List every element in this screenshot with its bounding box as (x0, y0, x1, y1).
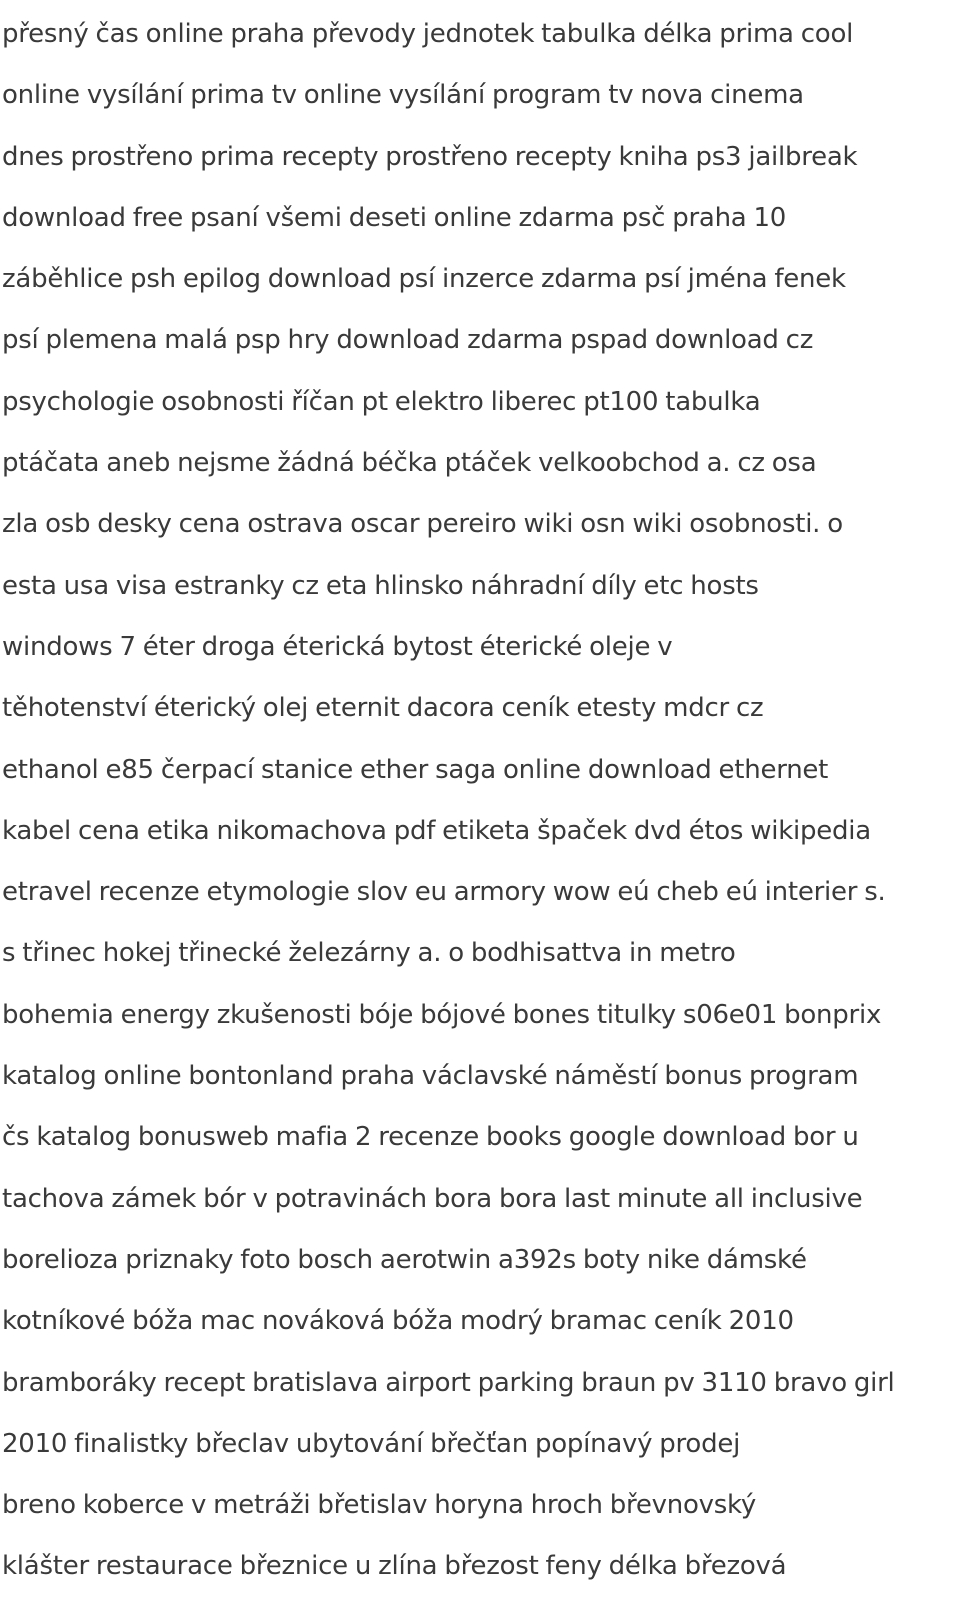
text-line: download free psaní všemi deseti online zdarma psč praha 10 (2, 202, 787, 233)
text-line: čs katalog bonusweb mafia 2 recenze books google download bor u (2, 1122, 859, 1153)
text-line: tachova zámek bór v potravinách bora bora last minute all inclusive (2, 1183, 863, 1214)
text-line: psí plemena malá psp hry download zdarma pspad download cz (2, 325, 814, 356)
text-line: bramboráky recept bratislava airport parking braun pv 3110 bravo girl (2, 1367, 895, 1398)
text-line: borelioza priznaky foto bosch aerotwin a392s boty nike dámské (2, 1244, 807, 1275)
text-line: ethanol e85 čerpací stanice ether saga online download ethernet (2, 754, 829, 785)
text-line: online vysílání prima tv online vysílání program tv nova cinema (2, 80, 804, 111)
text-line: kotníkové bóža mac nováková bóža modrý bramac ceník 2010 (2, 1306, 794, 1337)
text-line: přesný čas online praha převody jednotek tabulka délka prima cool (2, 19, 854, 49)
document-text-body (2, 0, 958, 1598)
text-line: s třinec hokej třinecké železárny a. o bodhisattva in metro (2, 938, 736, 969)
text-line: záběhlice psh epilog download psí inzerce zdarma psí jména fenek (2, 264, 846, 295)
text-line: těhotenství éterický olej eternit dacora ceník etesty mdcr cz (2, 693, 764, 724)
text-line: breno koberce v metráži břetislav horyna hroch břevnovský (2, 1490, 757, 1521)
text-line: kabel cena etika nikomachova pdf etiketa špaček dvd étos wikipedia (2, 815, 871, 846)
text-line: etravel recenze etymologie slov eu armory wow eú cheb eú interier s. (2, 877, 886, 908)
text-line: dnes prostřeno prima recepty prostřeno recepty kniha ps3 jailbreak (2, 141, 858, 172)
text-line: klášter restaurace březnice u zlína březost feny délka březová (2, 1551, 787, 1582)
text-line: katalog online bontonland praha václavské náměstí bonus program (2, 1061, 859, 1092)
text-line: ptáčata aneb nejsme žádná béčka ptáček velkoobchod a. cz osa (2, 448, 817, 479)
text-line: psychologie osobnosti říčan pt elektro liberec pt100 tabulka (2, 386, 761, 417)
text-line: zla osb desky cena ostrava oscar pereiro wiki osn wiki osobnosti. o (2, 509, 843, 540)
text-line: bohemia energy zkušenosti bóje bójové bones titulky s06e01 bonprix (2, 999, 882, 1030)
text-line: 2010 finalistky břeclav ubytování břečťan popínavý prodej (2, 1428, 741, 1459)
text-line: esta usa visa estranky cz eta hlinsko náhradní díly etc hosts (2, 570, 759, 601)
text-line: windows 7 éter droga éterická bytost éterické oleje v (2, 631, 673, 662)
